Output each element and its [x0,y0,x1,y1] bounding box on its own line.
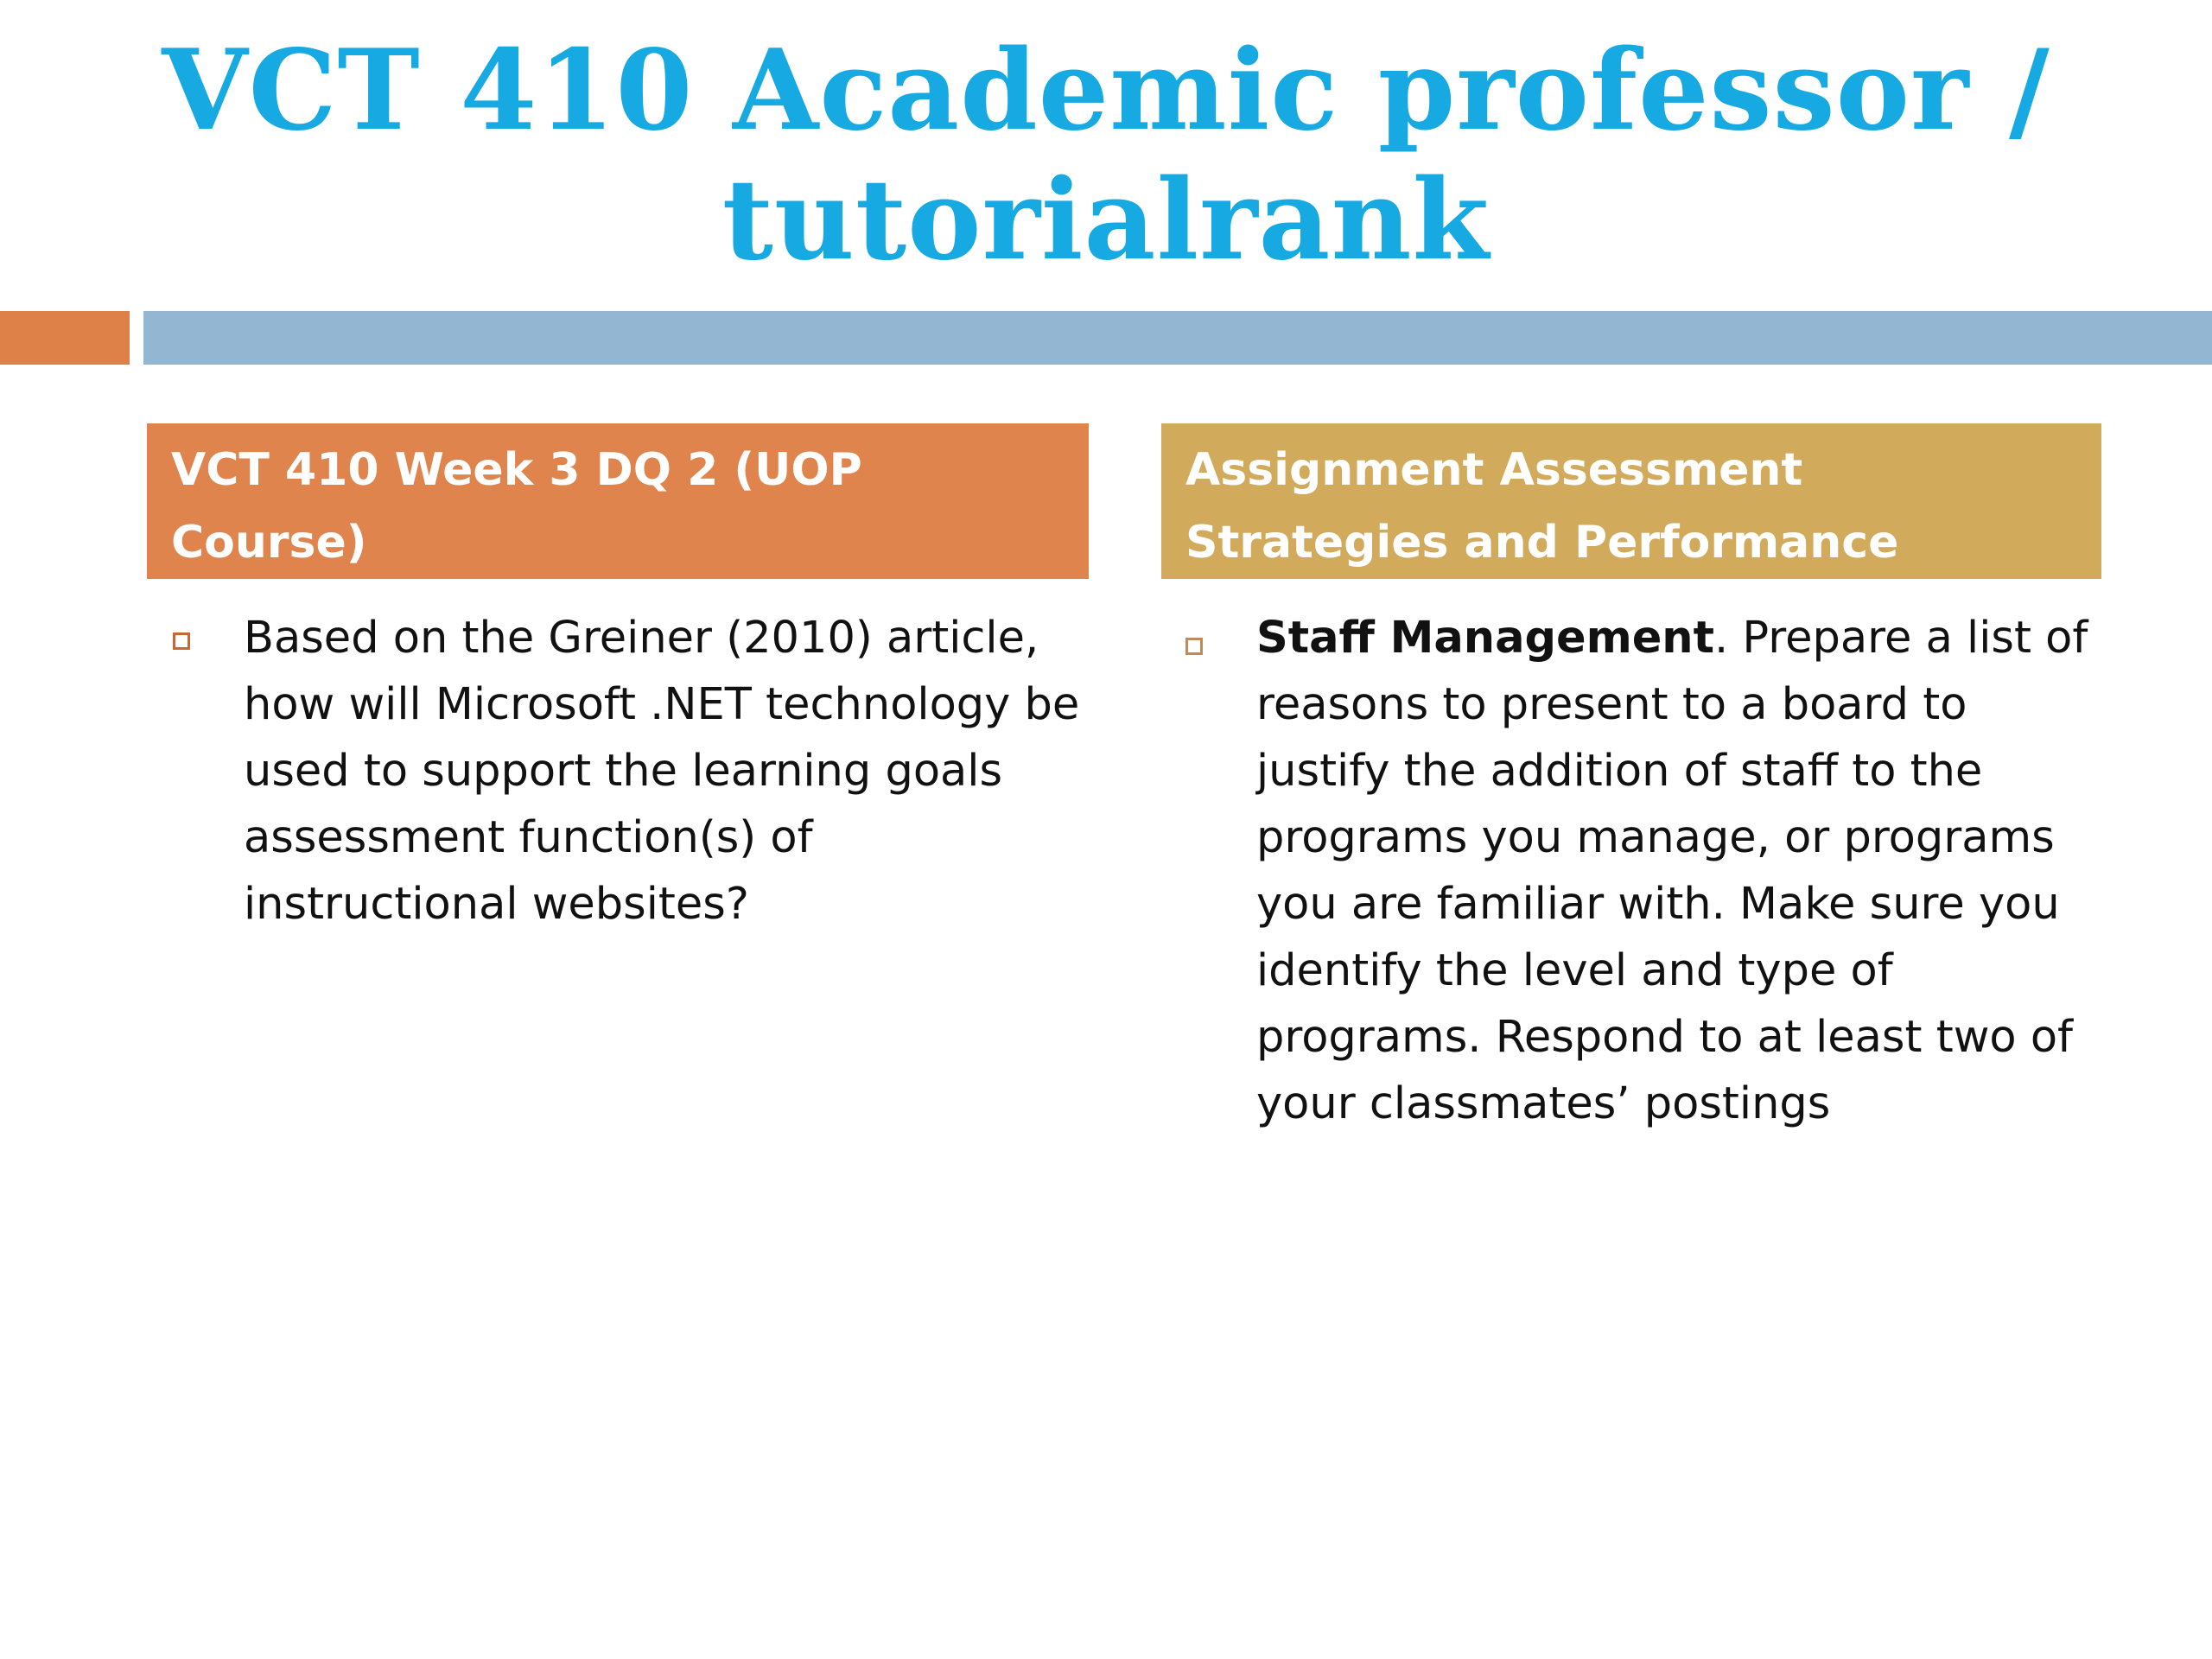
left-bullet-item [173,605,1089,938]
left-bullet-text: Based on the Greiner (2010) article, how will Microsoft .NET technology be used to support the learning goals assessment function(s) of instructional websites? [244,613,1080,930]
square-bullet-icon [173,632,190,650]
left-column-header: VCT 410 Week 3 DQ 2 (UOP Course) [147,423,1089,579]
right-bullet-paragraph [1256,605,2093,1137]
right-bullet-text: . Prepare a list of reasons to present to a board to justify the addition of staff to the programs you manage, or programs you are familiar with. Make sure you identify the level and type of programs. Respond to at least two of your classmates’ postings [1256,613,2088,1129]
right-bullet-bold-term: Staff Management [1256,613,1714,664]
accent-bar [0,311,130,365]
square-bullet-icon [1185,638,1203,655]
right-bullet-item [1185,605,2093,1137]
divider-bar [143,311,2212,365]
right-column-header: Assignment Assessment Strategies and Performance [1161,423,2101,579]
slide-title: VCT 410 Academic professor / tutorialrank [162,26,2050,285]
